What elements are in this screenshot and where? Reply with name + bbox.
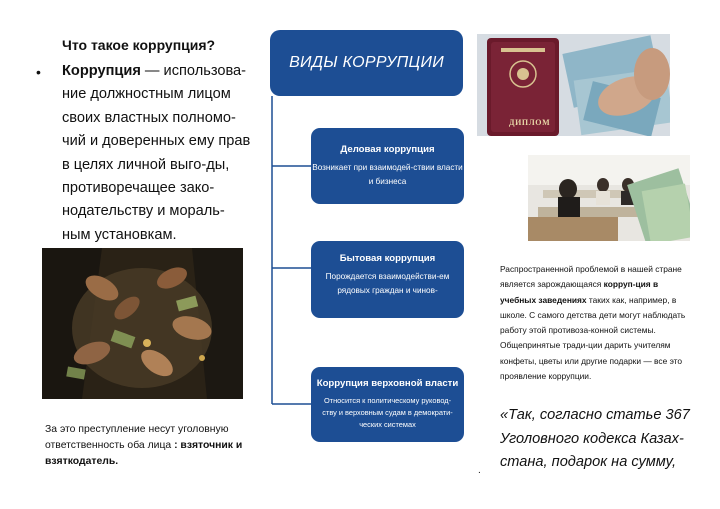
type-description: Порождается взаимодействи-ем рядовых граждан и чинов- (325, 272, 450, 295)
type-description: Возникает при взаимодей-ствии власти и бизнеса (312, 163, 463, 186)
problem-text-2: таких как, например, в школе. С самого детства дети могут наблюдать работу этой противоза-конной системы. Общепринятые тради-ции дарить учителям конфеты, цветы или другие подарки — все это проявление коррупции. (500, 294, 686, 382)
type-description: Относится к политическому руковод-ству и верховным судам в демократи-ческих системах (322, 396, 453, 429)
type-title: Деловая коррупция (340, 144, 435, 155)
type-title: Коррупция верховной власти (316, 378, 459, 389)
diploma-money-photo (477, 34, 670, 136)
type-box-business (311, 128, 464, 204)
law-quote: «Так, согласно статье 367 Уголовного кодекса Казах-стана, подарок на сумму, (500, 407, 690, 470)
bullet-icon: • (36, 64, 41, 80)
definition-term: Коррупция (62, 63, 141, 79)
problem-bold: корруп-ция в учебных заведениях (500, 279, 659, 305)
responsibility-bold: : взяточник и взяткодатель. (45, 440, 243, 467)
stray-mark: . (478, 465, 481, 476)
definition-text: — использова-ние должностным лицом своих властных полномо-чий и доверенных ему прав в целях личной выго-ды, противоречащее зако-нодательству и мораль-ным установкам. (62, 63, 251, 243)
section-title: Что такое коррупция? (62, 37, 216, 53)
corruption-types-header (270, 30, 463, 96)
problem-paragraph (500, 262, 692, 384)
header-label: ВИДЫ КОРРУПЦИИ (289, 54, 444, 71)
problem-text-1: Распространенной проблемой в нашей стране является зарождающаяся (500, 264, 682, 290)
responsibility-text: За это преступление несут уголовную ответственность оба лица (45, 424, 229, 451)
type-box-household (311, 241, 464, 318)
type-box-supreme-power (311, 367, 464, 442)
classroom-money-photo (528, 155, 690, 241)
diploma-label: ДИПЛОМ (509, 118, 551, 127)
type-title: Бытовая коррупция (339, 253, 436, 264)
